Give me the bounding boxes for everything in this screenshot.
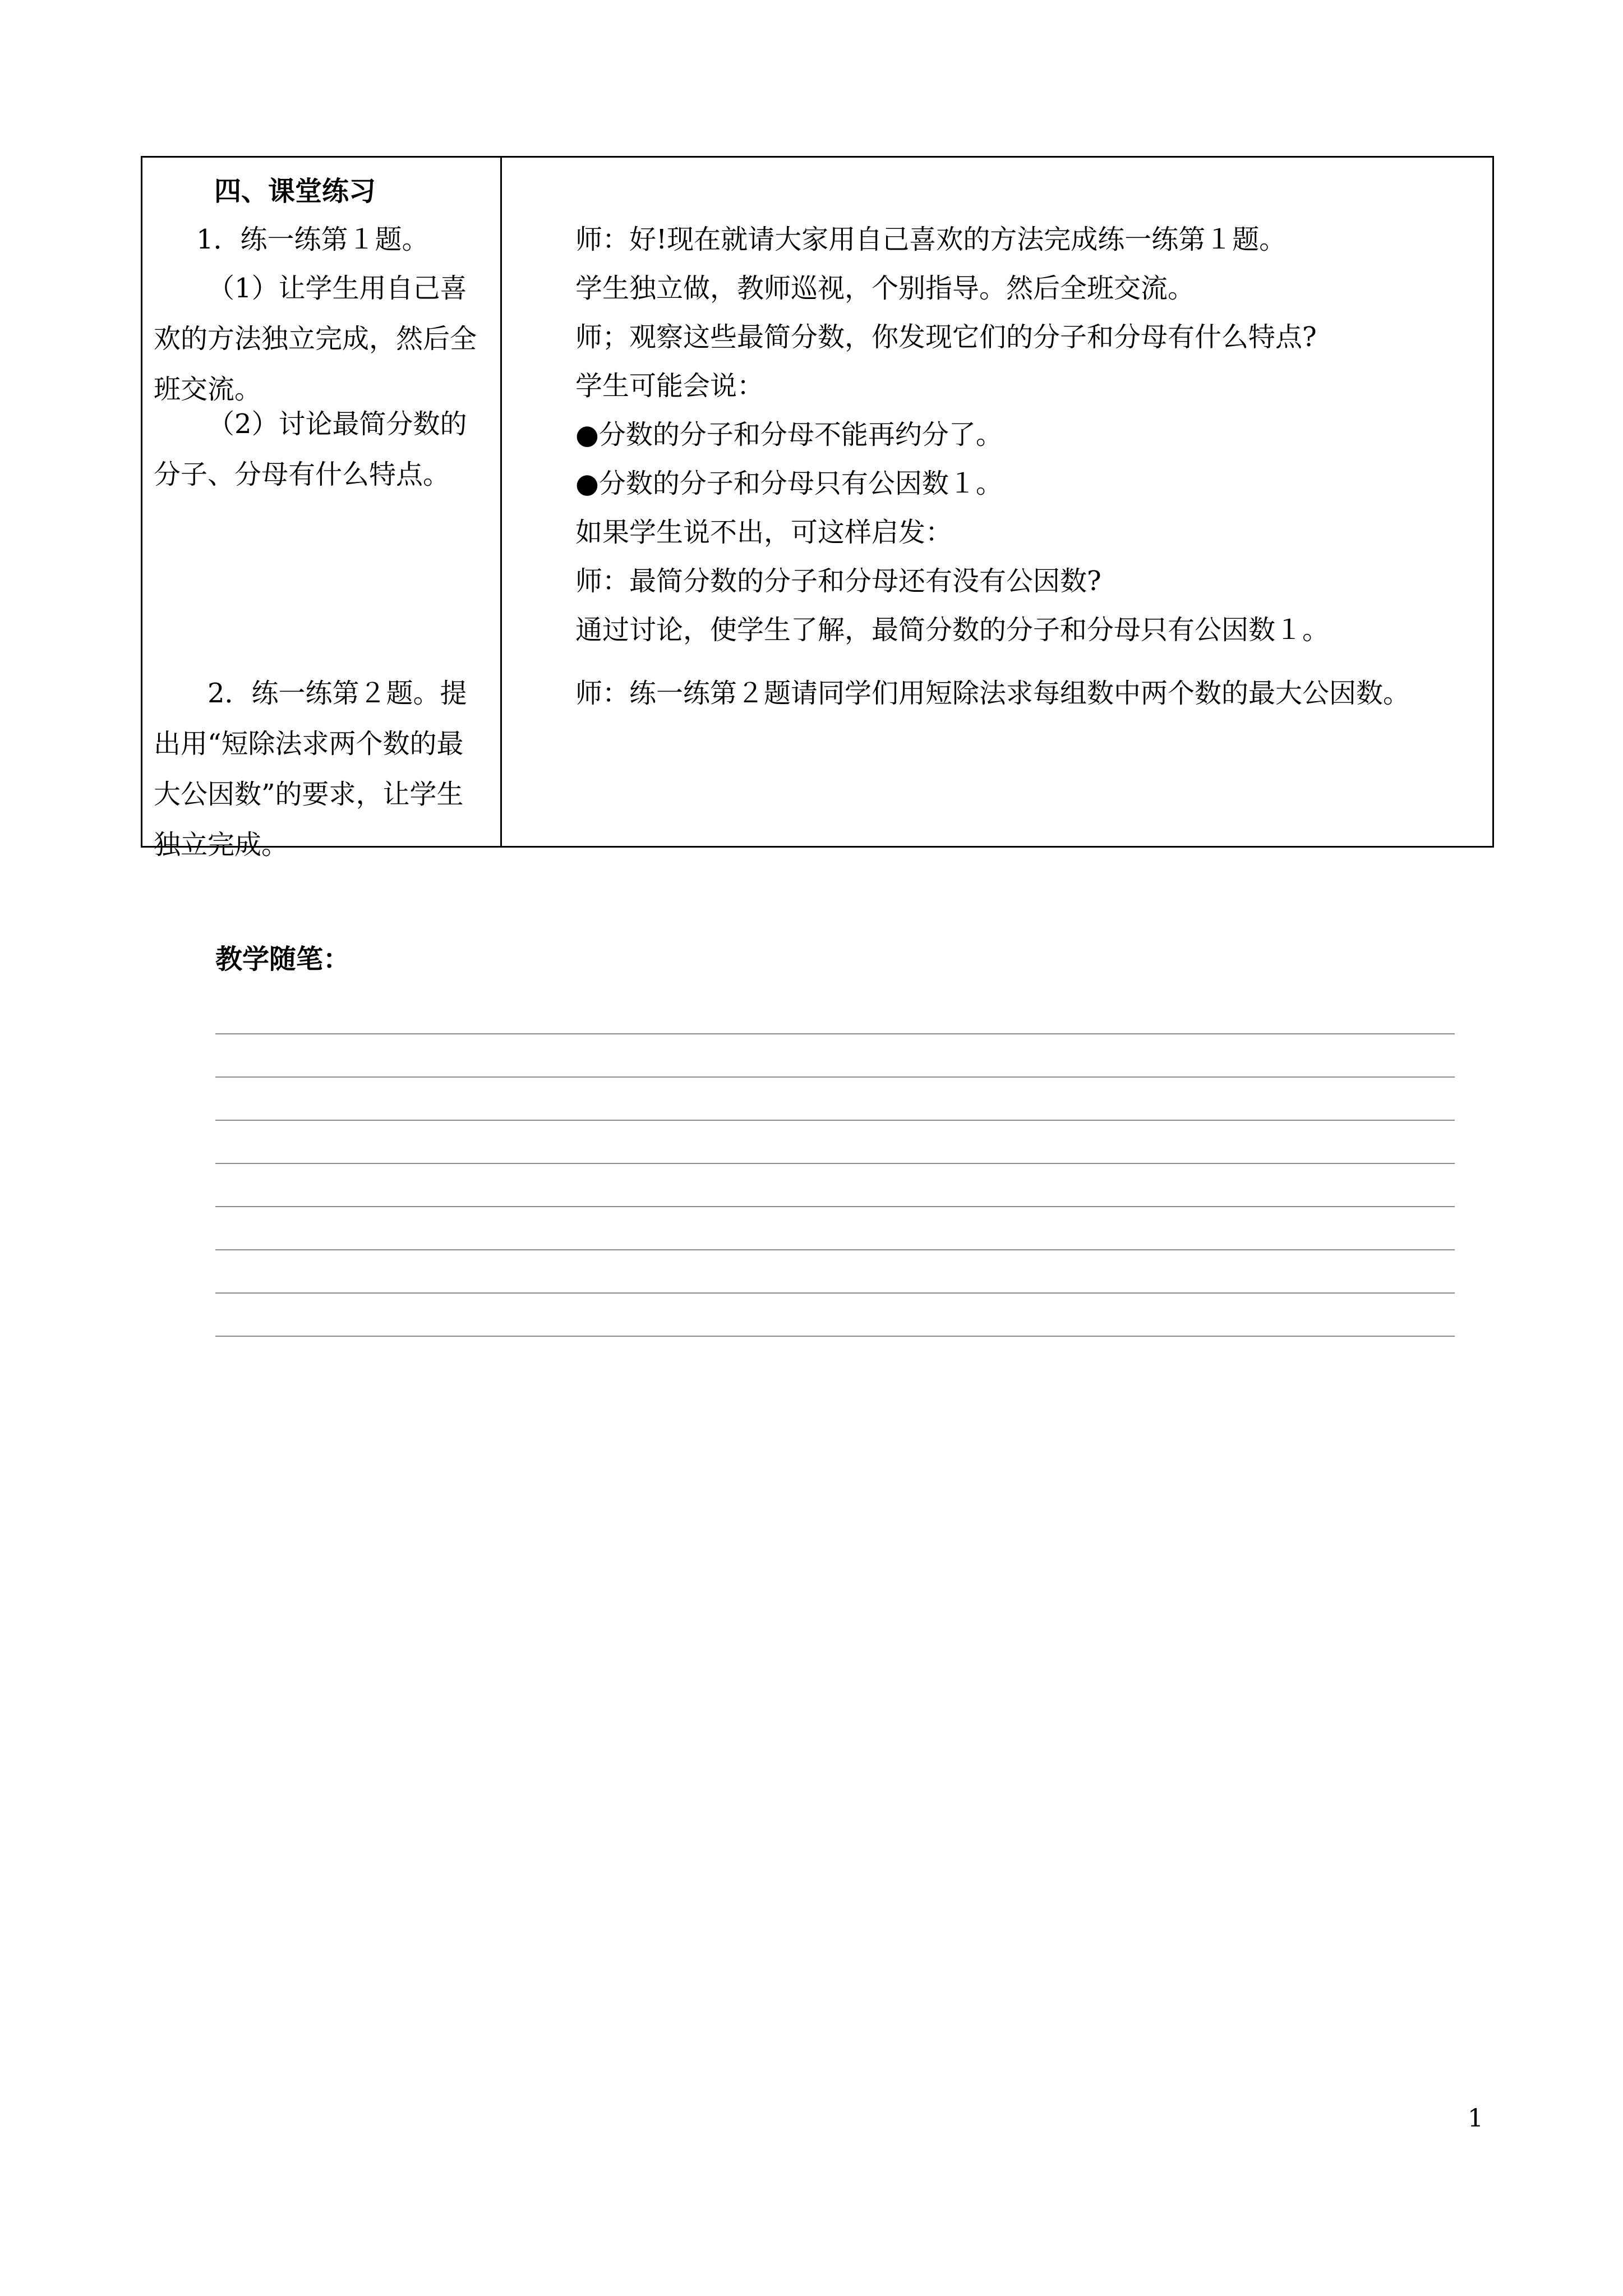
notes-rule-line	[215, 1292, 1455, 1294]
notes-rule-line	[215, 1120, 1455, 1121]
dialogue-line: 学生独立做，教师巡视，个别指导。然后全班交流。	[575, 273, 1195, 304]
notes-rule-line	[215, 1033, 1455, 1034]
bullet-line: ●分数的分子和分母只有公因数１。	[575, 468, 1003, 499]
notes-rule-line	[215, 1336, 1455, 1337]
dialogue-line-exercise-2: 师：练一练第２题请同学们用短除法求每组数中两个数的最大公因数。	[575, 678, 1410, 709]
exercise-2-title: 2．练一练第２题。提出用“短除法求两个数的最大公因数”的要求，让学生独立完成。	[154, 678, 467, 861]
bullet-line: ●分数的分子和分母不能再约分了。	[575, 419, 1003, 450]
dialogue-line: 师：好!现在就请大家用自己喜欢的方法完成练一练第１题。	[575, 224, 1287, 255]
exercise-1-step-1: （1）让学生用自己喜欢的方法独立完成，然后全班交流。	[154, 273, 477, 405]
activity-column	[142, 158, 502, 861]
notes-rule-line	[215, 1076, 1455, 1078]
exercise-1-step-2: （2）讨论最简分数的分子、分母有什么特点。	[154, 408, 467, 490]
notes-rule-line	[215, 1163, 1455, 1164]
notes-rule-line	[215, 1206, 1455, 1207]
dialogue-line: 通过讨论，使学生了解，最简分数的分子和分母只有公因数１。	[575, 614, 1330, 646]
dialogue-line: 师：最简分数的分子和分母还有没有公因数?	[575, 565, 1101, 597]
notes-rule-line	[215, 1249, 1455, 1250]
dialogue-line: 师；观察这些最简分数，你发现它们的分子和分母有什么特点?	[575, 321, 1317, 353]
lesson-table	[141, 156, 1494, 861]
dialogue-line: 学生可能会说：	[575, 370, 764, 402]
teaching-notes-title: 教学随笔：	[215, 944, 351, 975]
teacher-student-column	[502, 158, 1492, 846]
exercise-1-title: 1．练一练第１题。	[196, 224, 429, 255]
section-heading: 四、课堂练习	[214, 176, 376, 207]
page-number: 1	[1468, 2104, 1483, 2133]
dialogue-line: 如果学生说不出，可这样启发：	[575, 517, 953, 548]
